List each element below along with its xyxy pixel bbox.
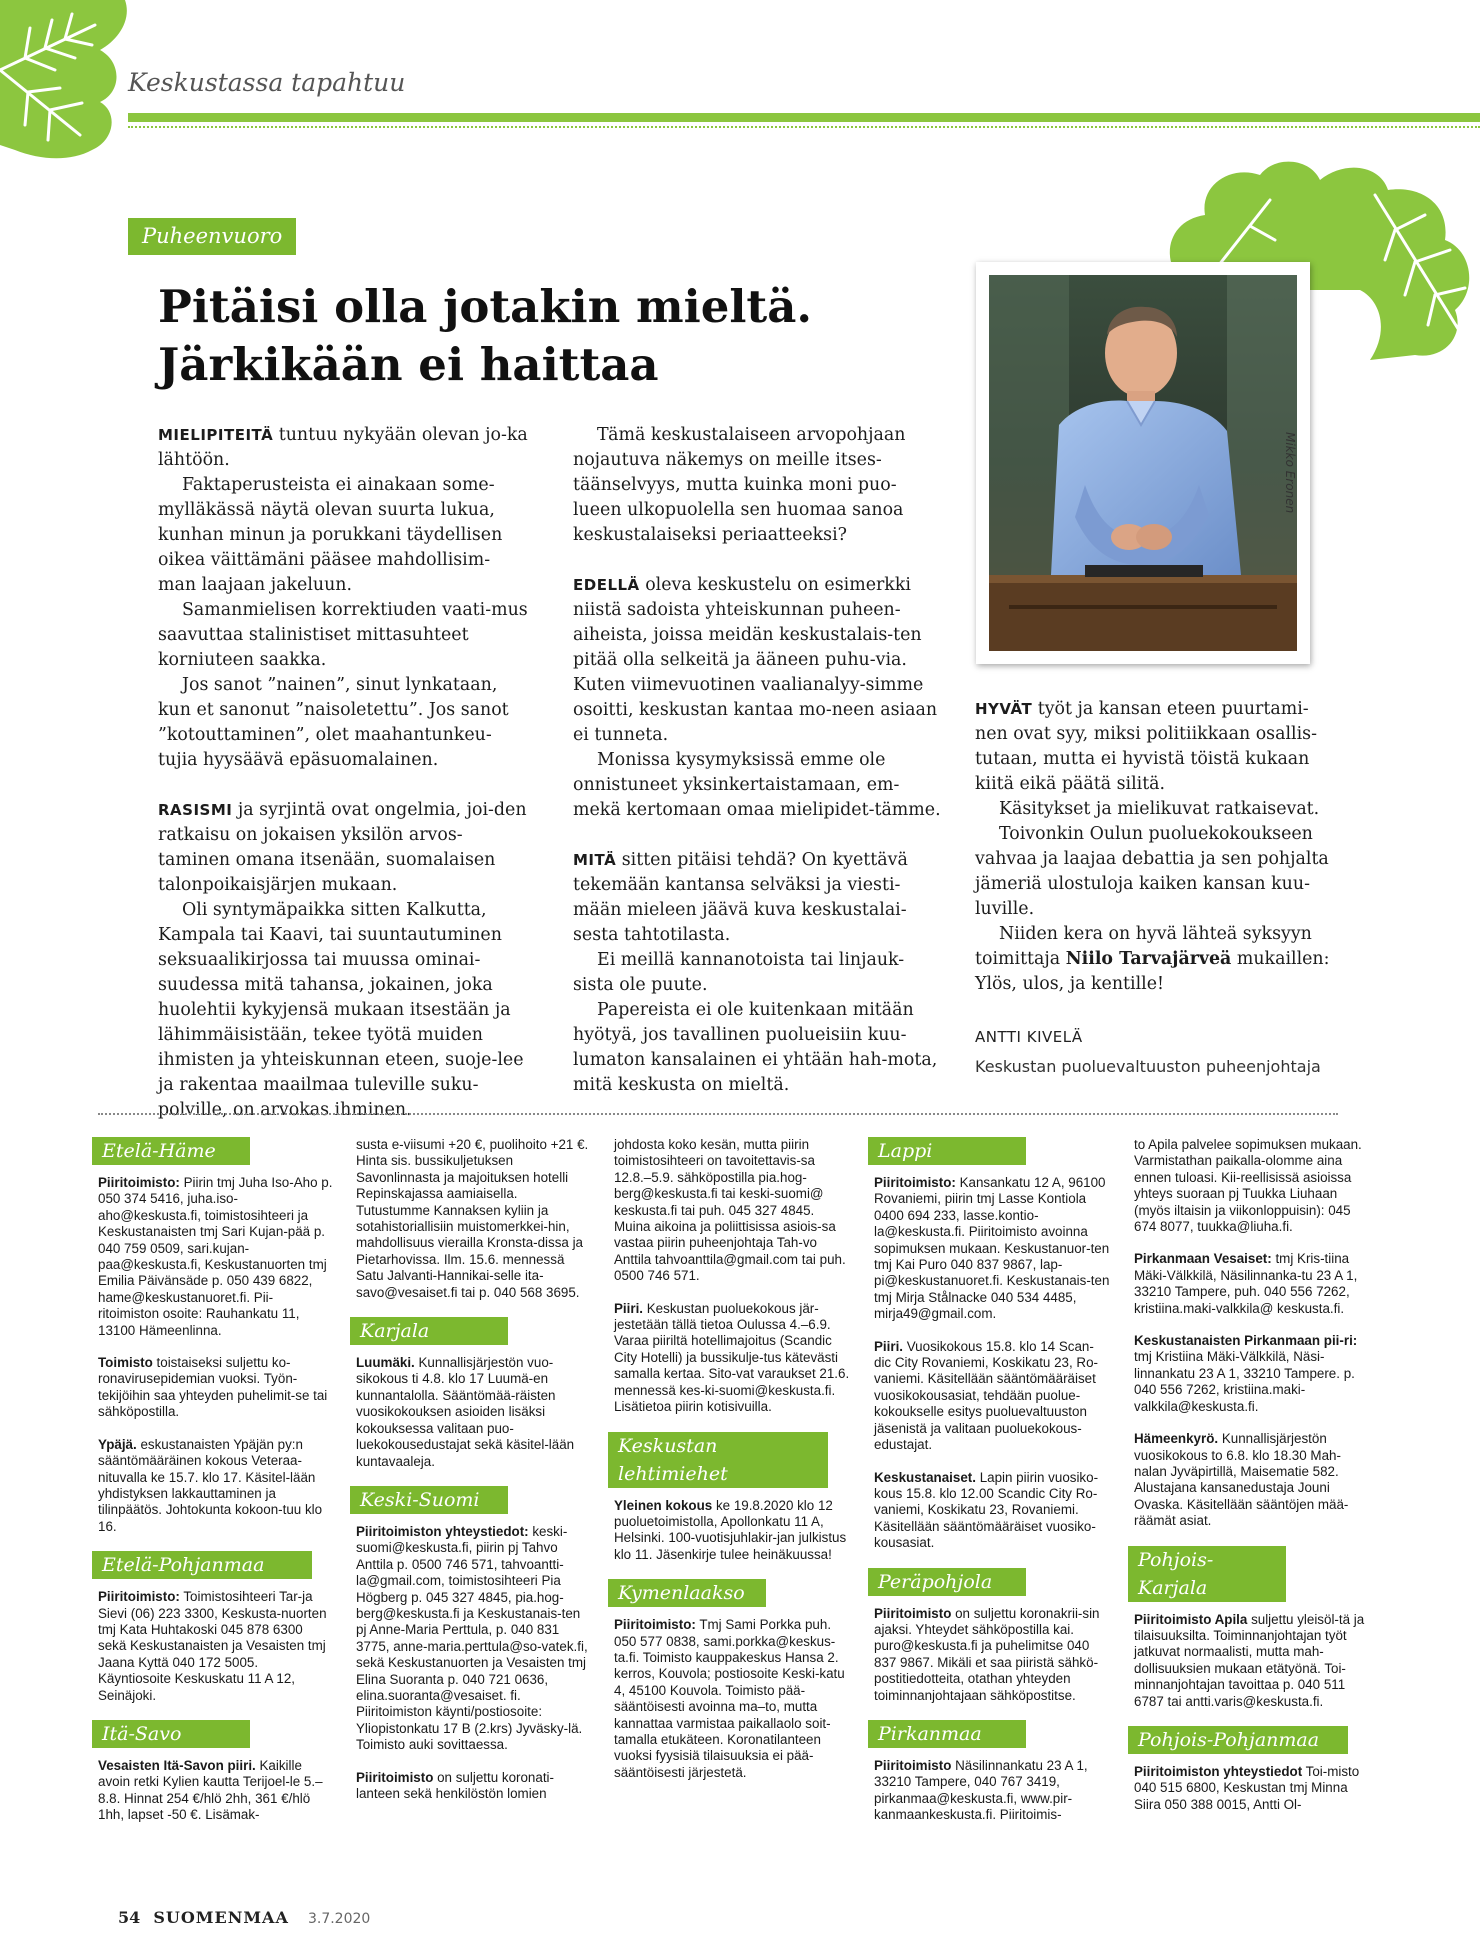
notice-item: [356, 1770, 592, 1803]
notice-text: Kansankatu 12 A, 96100 Rovaniemi, piirin tmj Lasse Kontiola 0400 694 233, lasse.kontio-la@keskusta.fi. Piiritoimisto avoinna sopimuksen mukaan. Keskustanuor-ten tmj Kai Puro 040 837 9867, lap-pi@keskustanuoret.fi. Keskustanais-ten tmj Mirja Stålnacke 040 534 4485, mirja49@gmail.com.: [874, 1175, 1110, 1322]
notice-item: [1134, 1612, 1370, 1710]
notice-lead: Vesaisten Itä-Savon piiri.: [98, 1757, 256, 1773]
notice-text: Toimistosihteeri Tar-ja Sievi (06) 223 3300, Keskusta-nuorten tmj Kata Huhtakoski 045 878 6300 sekä Keskustanaisten ja Vesaisten tmj Jaana Kyttä 040 172 5005. Käyntiosoite Keskuskatu 11 A 12, Seinäjoki.: [98, 1589, 327, 1703]
notice-item: [874, 1339, 1110, 1454]
region-heading: Peräpohjola: [868, 1568, 1026, 1596]
paragraph: Faktaperusteista ei ainakaan some-mylläkässä näytä olevan suurta lukua, kunhan minun ja porukkani täydellisen oikea väittämäni pääsee mahdollisim-man laajaan jakeluun.: [158, 475, 503, 595]
page-number: 54: [118, 1908, 141, 1927]
region-heading: Itä-Savo: [92, 1720, 250, 1748]
paragraph-text: työt ja kansan eteen puurtami-nen ovat syy, miksi politiikkaan osallis-tutaan, mutta ei hyvistä töistä kukaan kiitä eikä päätä silitä.: [975, 699, 1317, 794]
notice-text: Kunnallisjärjestön vuosikokous to 6.8. klo 18.30 Mah-nalan Jyväpirtillä, Maisematie 582. Alustajana kansanedustaja Jouni Ovaska. Käsitellään sääntöjen mää-räämät asiat.: [1134, 1431, 1349, 1529]
paragraph-bold-name: Niilo Tarvajärveä: [1065, 949, 1232, 969]
page-footer: [118, 1908, 370, 1927]
notice-text: tmj Kris-tiina Mäki-Välkkilä, Näsilinnanka-tu 23 A 1, 33210 Tampere, puh. 040 556 7262, kristiina.maki-valkkila@ keskusta.fi.: [1134, 1251, 1358, 1316]
notice-item: [356, 1355, 592, 1470]
notice-lead: Piiritoimisto:: [98, 1589, 180, 1605]
notice-text: Näsilinnankatu 23 A 1, 33210 Tampere, 040 767 3419, pirkanmaa@keskusta.fi, www.pir-kanmaankeskusta.fi. Piiritoimis-: [874, 1757, 1088, 1823]
paragraph: Monissa kysymyksissä emme ole onnistuneet yksinkertaistamaan, em-mekä kertomaan omaa mielipidet-tämme.: [573, 750, 941, 820]
notice-lead: Piiritoimisto:: [614, 1617, 696, 1633]
notice-lead: Piiritoimisto: [874, 1605, 952, 1621]
region-heading: Kymenlaakso: [608, 1579, 766, 1607]
paragraph-lead: MITÄ: [573, 851, 617, 869]
paragraph: [158, 798, 528, 898]
kicker-label: Puheenvuoro: [128, 218, 296, 255]
paragraph-text: sitten pitäisi tehdä? On kyettävä tekemään kantansa selväksi ja viesti-mään mieleen jäävä kuva keskustalai-sesta tahtotilasta.: [573, 850, 908, 945]
notice-item: [874, 1758, 1110, 1824]
paragraph: Oli syntymäpaikka sitten Kalkutta, Kampala tai Kaavi, tai suuntautuminen seksuaalikirjossa tai muussa ominai-suudessa mitä tahansa, jokainen, joka huolehtii kykyjensä mukaan itsestään ja lähimmäisistään, tekee työtä muiden ihmisten ja yhteiskunnan eteen, suoje-lee ja rakentaa maailmaa tuleville suku-polville, on arvokas ihminen.: [158, 900, 524, 1120]
notice-item: [356, 1524, 592, 1754]
paragraph: Samanmielisen korrektiuden vaati-mus saavuttaa stalinistiset mittasuhteet korniuteen saakka.: [158, 600, 528, 670]
notice-item: [614, 1137, 850, 1285]
notice-text: on suljettu koronati-lanteen sekä henkilöstön lomien: [356, 1769, 554, 1801]
notice-text: Vuosikokous 15.8. klo 14 Scan-dic City Rovaniemi, Koskikatu 23, Ro-vaniemi. Käsitellään sääntömääräiset vuosikokousasiat, tehdään puolue-kokoukselle esitys puoluevaltuuston jäsenistä ja valitaan puoluekokous-edustajat.: [874, 1338, 1099, 1453]
region-heading: Karjala: [350, 1317, 508, 1345]
notice-lead: Keskustanaiset.: [874, 1469, 976, 1485]
notice-item: [1134, 1431, 1370, 1529]
notice-text: suljettu yleisöl-tä ja tilaisuuksilta. Toiminnanjohtajan työt jatkuvat normaalisti, mutta mah-dollisuuksien mukaan etätyönä. Toi-minnanjohtajan tavoittaa p. 040 511 6787 tai antti.varis@keskusta.fi.: [1134, 1611, 1365, 1709]
notice-lead: Piiri.: [874, 1338, 904, 1354]
region-heading: Pirkanmaa: [868, 1720, 1026, 1748]
notice-lead: Piiritoimiston yhteystiedot: [1134, 1763, 1303, 1779]
notice-text: eskustanaisten Ypäjän py:n sääntömääräinen kokous Veteraa-nituvalla ke 15.7. klo 17. Käsitel-lään yhdistyksen lakkauttaminen ja tilinpäätös. Johtokunta kokoon-tuu klo 16.: [98, 1436, 323, 1534]
notice-item: [98, 1589, 334, 1704]
man-in-blue-shirt-photo: [989, 275, 1297, 651]
region-heading: Keskustan lehtimiehet: [608, 1432, 828, 1488]
notice-item: [614, 1617, 850, 1781]
notice-text: Keskustan puoluekokous jär-jestetään tällä tietoa Oulussa 4.–6.9. Varaa piiriltä hotellimajoitus (Scandic City Hotelli) ja bussikulje-tus kätevästi samalla kertaa. Sito-vat varaukset 21.6. mennessä kes-ki-suomi@keskusta.fi. Lisätietoa piirin kotisivuilla.: [614, 1300, 850, 1415]
notice-item: [98, 1355, 334, 1421]
notice-lead: Piiritoimisto Apila: [1134, 1611, 1248, 1627]
signature-title: Keskustan puoluevaltuuston puheenjohtaja: [975, 1057, 1321, 1076]
notices-column-4: [874, 1137, 1110, 1824]
notice-lead: Keskustanaisten Pirkanmaan pii-ri:: [1134, 1333, 1358, 1349]
notice-text: johdosta koko kesän, mutta piirin toimistosihteeri on tavoitettavis-sa 12.8.–5.9. sähköpostilla pia.hog-berg@keskusta.fi tai keski-suomi@ keskusta.fi tai puh. 045 327 4845. Muina aikoina ja poliittisissa asiois-sa vastaa piirin puheenjohtaja Tah-vo Anttila tahvoanttila@gmail.com tai puh. 0500 746 571.: [614, 1137, 846, 1284]
header-rule: [128, 113, 1480, 122]
notice-text: tmj Kristiina Mäki-Välkkilä, Näsi-linnankatu 23 A 1, 33210 Tampere. p. 040 556 7262, kristiina.maki-valkkila@keskusta.fi.: [1134, 1349, 1355, 1414]
photo-credit: Mikko Eronen: [1283, 432, 1297, 514]
notice-text: ke 19.8.2020 klo 12 puoluetoimistolla, Apollonkatu 11 A, Helsinki. 100-vuotisjuhlakir-jan julkistus klo 11. Jäsenkirje tulee heinäkuussa!: [614, 1497, 847, 1562]
paragraph: Toivonkin Oulun puoluekokoukseen vahvaa ja laajaa debattia ja sen pohjalta jämeriä ulostuloja kaiken kansan kuu-luville.: [975, 824, 1329, 919]
header-dotted-rule: [128, 126, 1480, 128]
notice-text: Piirin tmj Juha Iso-Aho p. 050 374 5416, juha.iso-aho@keskusta.fi, toimistosihteeri ja Keskustanaisten tmj Sari Kujan-pää p. 040 759 0509, sari.kujan-paa@keskusta.fi, Keskustanuorten tmj Emilia Päivänsäde p. 050 439 6822, hame@keskustanuoret.fi. Pii-ritoimiston osoite: Rauhankatu 11, 13100 Hämeenlinna.: [98, 1175, 333, 1338]
paragraph-lead: HYVÄT: [975, 700, 1033, 718]
notice-lead: Piiri.: [614, 1300, 644, 1316]
notice-text: Tmj Sami Porkka puh. 050 577 0838, sami.porkka@keskus-ta.fi. Toimisto kauppakeskus Hansa 2. kerros, Kouvola; postiosoite Keski-katu 4, 45100 Kouvola. Toimisto pää-sääntöisesti avoinna ma–to, mutta kannattaa varmistaa paikallaolo soit-tamalla etukäteen. Koronatilanteen vuoksi fyysisiä tilaisuuksia ei pää-sääntöisesti järjestetä.: [614, 1617, 845, 1780]
notice-item: [614, 1498, 850, 1564]
headline: [158, 278, 838, 394]
clover-leaf-decoration: [0, 0, 130, 165]
paragraph: Ei meillä kannanotoista tai linjauk-sista ole puute.: [573, 950, 905, 995]
paragraph: Tämä keskustalaiseen arvopohjaan nojautuva näkemys on meille itses-täänselvyys, mutta kuinka moni puo-lueen ulkopuolella sen huomaa sanoa keskustalaiseksi periaatteeksi?: [573, 425, 906, 545]
notice-item: [1134, 1137, 1370, 1235]
notice-item: [98, 1758, 334, 1824]
notice-item: [1134, 1251, 1370, 1317]
paragraph-text: oleva keskustelu on esimerkki niistä sadoista yhteiskunnan puheen-aiheista, joissa meidän keskustalais-ten pitää olla selkeitä ja ääneen puhu-via. Kuten viimevuotinen vaalianalyy-simme osoitti, keskustan kantaa mo-neen asiaan ei tunneta.: [573, 575, 938, 745]
notice-text: on suljettu koronakrii-sin ajaksi. Yhteydet sähköpostilla kai. puro@keskusta.fi ja puhelimitse 040 837 9867. Mikäli et saa piiristä sähkö-postitiedotteita, otathan yhteyden toiminnanjohtajaan sähköpostitse.: [874, 1605, 1100, 1703]
headline-line-1: Pitäisi olla jotakin mieltä.: [158, 280, 813, 333]
paragraph-text: Niiden kera on hyvä lähteä syksyyn toimittaja: [975, 924, 1312, 969]
paragraph-lead: EDELLÄ: [573, 576, 640, 594]
paragraph-lead: MIELIPITEITÄ: [158, 426, 274, 444]
paragraph: [158, 423, 528, 473]
signature-name: ANTTI KIVELÄ: [975, 1028, 1083, 1046]
paragraph: [573, 573, 943, 748]
notice-text: Lapin piirin vuosiko-kous 15.8. klo 12.00 Scandic City Ro-vaniemi, Koskikatu 23, Rovaniemi. Käsitellään sääntömääräiset vuosiko-kousasiat.: [874, 1469, 1099, 1551]
region-heading: Pohjois-Pohjanmaa: [1128, 1726, 1348, 1754]
notices-column-5: [1134, 1137, 1370, 1813]
notice-lead: Ypäjä.: [98, 1436, 137, 1452]
notice-lead: Piiritoimisto:: [98, 1175, 180, 1190]
magazine-name: SUOMENMAA: [153, 1908, 289, 1927]
notice-text: Kaikille avoin retki Kylien kautta Terijoel-le 5.–8.8. Hinnat 254 €/hlö 2hh, 361 €/hlö 1hh, lapset -50 €. Lisämak-: [98, 1757, 323, 1823]
notice-item: [98, 1175, 334, 1339]
notices-column-2: [356, 1137, 592, 1802]
notice-item: [874, 1470, 1110, 1552]
paragraph: Papereista ei ole kuitenkaan mitään hyötyä, jos tavallinen puolueisiin kuu-lumaton kansalainen ei yhtään hah-mota, mitä keskusta on mieltä.: [573, 1000, 938, 1095]
notice-lead: Piiritoimisto:: [874, 1175, 956, 1190]
notice-item: [874, 1175, 1110, 1323]
notice-lead: Yleinen kokous: [614, 1497, 713, 1513]
notice-item: [874, 1606, 1110, 1704]
notice-item: [98, 1437, 334, 1535]
section-title: Keskustassa tapahtuu: [128, 68, 406, 97]
notice-lead: Hämeenkyrö.: [1134, 1431, 1219, 1447]
paragraph-text: mukaillen: Ylös, ulos, ja kentille!: [975, 949, 1330, 994]
notice-text: Toi-misto 040 515 6800, Keskustan tmj Minna Siira 050 388 0015, Antti Ol-: [1134, 1763, 1360, 1812]
notice-lead: Piiritoimiston yhteystiedot:: [356, 1523, 529, 1539]
article-column-3: [975, 697, 1335, 1079]
notice-item: [356, 1137, 592, 1301]
notices-column-3: [614, 1137, 850, 1797]
paragraph: [573, 848, 943, 948]
paragraph-lead: RASISMI: [158, 801, 233, 819]
paragraph: Jos sanot ”nainen”, sinut lynkataan, kun et sanonut ”naisoletettu”. Jos sanot ”kotouttaminen”, olet maahantunkeu-tujia hyysäävä epäsuomalainen.: [158, 675, 509, 770]
region-heading: Keski-Suomi: [350, 1486, 508, 1514]
notice-lead: Piiritoimisto: [874, 1757, 952, 1773]
notice-text: Kunnallisjärjestön vuo-sikokous ti 4.8. klo 17 Luumä-en kunnantalolla. Sääntömää-räisten vuosikokouksen asioiden lisäksi kokouksessa valitaan puo-luekokousedustajat sekä käsitel-lään kuntavaaleja.: [356, 1355, 575, 1469]
notice-text: toistaiseksi suljettu ko-ronavirusepidemian vuoksi. Työn-tekijöihin saa yhteyden puhelimit-se tai sähköpostilla.: [98, 1355, 328, 1420]
headline-line-2: Järkikään ei haittaa: [158, 338, 659, 391]
paragraph-text: ja syrjintä ovat ongelmia, joi-den ratkaisu on jokaisen yksilön arvos-taminen omana itsenään, suomalaisen talonpoikaisjärjen mukaan.: [158, 800, 527, 895]
paragraph: Käsitykset ja mielikuvat ratkaisevat.: [999, 799, 1320, 819]
section-divider: [98, 1113, 1338, 1115]
notice-lead: Luumäki.: [356, 1355, 415, 1371]
notice-lead: Piiritoimisto: [356, 1769, 434, 1785]
notices-column-1: [98, 1137, 334, 1824]
region-heading: Lappi: [868, 1137, 1026, 1165]
paragraph-text: tuntuu nykyään olevan jo-ka lähtöön.: [158, 425, 528, 470]
paragraph: [975, 697, 1335, 797]
region-heading: Etelä-Häme: [92, 1137, 250, 1165]
article-column-2: [573, 423, 943, 1098]
article-column-1: [158, 423, 528, 1123]
notice-lead: Toimisto: [98, 1355, 153, 1371]
notice-item: [1134, 1333, 1370, 1415]
notice-text: keski-suomi@keskusta.fi, piirin pj Tahvo Anttila p. 0500 746 571, tahvoantti-la@gmail.com, toimistosihteeri Pia Högberg p. 045 327 4845, pia.hog-berg@keskusta.fi ja Keskustanais-ten pj Anne-Maria Perttula, p. 040 831 3775, anne-maria.perttula@so-vatek.fi, sekä Keskustanuorten ja Vesaisten tmj Elina Suoranta p. 040 721 0636, elina.suoranta@vesaiset. fi. Piiritoimiston käynti/postiosoite: Yliopistonkatu 17 B (2.krs) Jyväsky-lä. Toimisto auki sovittaessa.: [356, 1523, 588, 1753]
issue-date: 3.7.2020: [307, 1911, 371, 1927]
notice-lead: Pirkanmaan Vesaiset:: [1134, 1251, 1272, 1267]
portrait-photo-frame: [976, 262, 1310, 664]
paragraph: [975, 922, 1335, 997]
region-heading: Pohjois-Karjala: [1128, 1546, 1286, 1602]
notice-item: [1134, 1764, 1370, 1813]
notice-text: to Apila palvelee sopimuksen mukaan. Varmistathan paikalla-olomme aina ennen tuloasi. Kii-reellisissä asioissa yhteys suoraan pj Tuukka Liuhaan (myös iltaisin ja viikonloppuisin): 045 674 8077, tuukka@liuha.fi.: [1134, 1137, 1362, 1235]
notice-item: [614, 1301, 850, 1416]
notice-text: susta e-viisumi +20 €, puolihoito +21 €. Hinta sis. bussikuljetuksen Savonlinnasta ja majoituksen hotelli Repinskajassa aamiaisella. Tutustumme Kannaksen kyliin ja sotahistoriallisiin muistomerkkei-hin, mahdollisuus vierailla Kronsta-dissa ja Pietarhovissa. Ilm. 15.6. mennessä Satu Jalvanti-Hannikai-selle ita-savo@vesaiset.fi tai p. 040 568 3695.: [356, 1137, 589, 1300]
region-heading: Etelä-Pohjanmaa: [92, 1551, 312, 1579]
